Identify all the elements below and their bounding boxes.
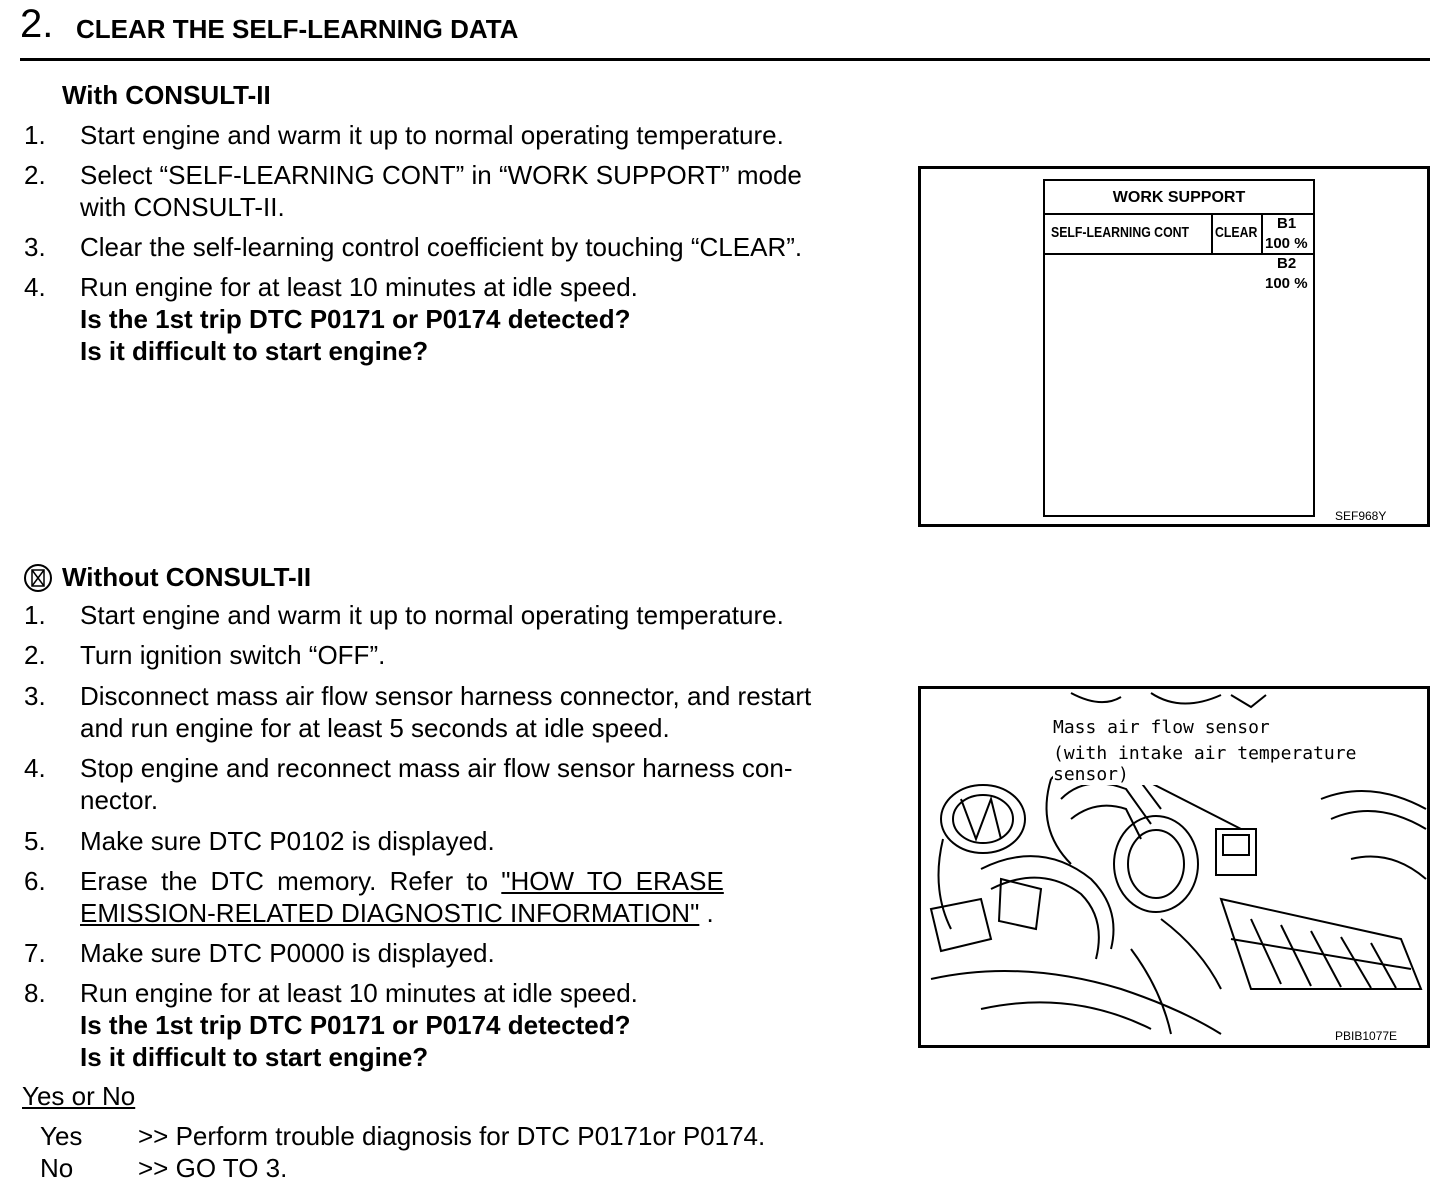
yes-label: Yes: [40, 1121, 83, 1151]
step-text: Turn ignition switch “OFF”.: [80, 640, 386, 670]
screen-frame: [1043, 179, 1315, 517]
no-consult-icon: [22, 562, 54, 594]
section-number: 2.: [20, 2, 54, 46]
erase-dtc-link-part1[interactable]: "HOW TO ERASE: [501, 866, 724, 896]
figure-code: PBIB1077E: [1335, 1029, 1398, 1043]
b2-value: 100 %: [1265, 275, 1308, 292]
b1-value: 100 %: [1265, 235, 1308, 252]
question-dtc: Is the 1st trip DTC P0171 or P0174 detected?: [80, 1010, 631, 1040]
step-text-line1: Select “SELF-LEARNING CONT” in “WORK SUPPORT” mode: [80, 160, 802, 190]
self-learning-cont-label: SELF-LEARNING CONT: [1051, 224, 1190, 241]
step-text: Start engine and warm it up to normal operating temperature.: [80, 120, 784, 150]
step-text-pre: Erase the DTC memory. Refer to: [80, 866, 502, 896]
yes-action: >> Perform trouble diagnosis for DTC P0171or P0174.: [138, 1121, 766, 1151]
mass-air-flow-sensor-figure: [918, 686, 1430, 1048]
with-consult-heading: With CONSULT-II: [62, 80, 271, 110]
step-text-line2: with CONSULT-II.: [80, 192, 285, 222]
section-title: CLEAR THE SELF-LEARNING DATA: [76, 14, 519, 44]
sensor-label-line2: (with intake air temperature sensor): [1053, 743, 1427, 785]
figure-code: SEF968Y: [1335, 509, 1387, 523]
sensor-label-line1: Mass air flow sensor: [1053, 717, 1270, 738]
step-text-line2: and run engine for at least 5 seconds at idle speed.: [80, 713, 670, 743]
step-text: Run engine for at least 10 minutes at idle speed.: [80, 272, 638, 302]
step-number: 5.: [24, 826, 46, 856]
step-text: Run engine for at least 10 minutes at idle speed.: [80, 978, 638, 1008]
step-number: 4.: [24, 753, 46, 783]
step-number: 2.: [24, 640, 46, 670]
erase-dtc-link-part2[interactable]: EMISSION-RELATED DIAGNOSTIC INFORMATION": [80, 898, 700, 928]
b2-label: B2: [1277, 255, 1297, 272]
step-text: Make sure DTC P0000 is displayed.: [80, 938, 495, 968]
step-text-line1: Stop engine and reconnect mass air flow sensor harness con-: [80, 753, 793, 783]
step-number: 6.: [24, 866, 46, 896]
question-start: Is it difficult to start engine?: [80, 336, 429, 366]
question-dtc: Is the 1st trip DTC P0171 or P0174 detected?: [80, 304, 631, 334]
step-text-line1: Disconnect mass air flow sensor harness connector, and restart: [80, 681, 812, 711]
b1-label: B1: [1277, 215, 1297, 232]
step-number: 1.: [24, 120, 46, 150]
clear-cell: [1213, 213, 1263, 253]
step-number: 8.: [24, 978, 46, 1008]
without-consult-heading: Without CONSULT-II: [62, 562, 312, 592]
step-text: Make sure DTC P0102 is displayed.: [80, 826, 495, 856]
title-rule: [20, 58, 1430, 61]
step-number: 3.: [24, 232, 46, 262]
yes-or-no-heading: Yes or No: [22, 1081, 136, 1111]
clear-button: CLEAR: [1215, 224, 1258, 241]
step-text-post: .: [699, 898, 714, 928]
step-number: 3.: [24, 681, 46, 711]
step-number: 1.: [24, 600, 46, 630]
no-label: No: [40, 1153, 74, 1183]
work-support-figure: [918, 166, 1430, 527]
step-text-line2: nector.: [80, 785, 159, 815]
question-start: Is it difficult to start engine?: [80, 1042, 429, 1072]
step-number: 7.: [24, 938, 46, 968]
step-number: 4.: [24, 272, 46, 302]
work-support-header: WORK SUPPORT: [1112, 189, 1246, 206]
step-text: Clear the self-learning control coefficient by touching “CLEAR”.: [80, 232, 803, 262]
step-text: Start engine and warm it up to normal operating temperature.: [80, 600, 784, 630]
no-action: >> GO TO 3.: [138, 1153, 288, 1183]
step-number: 2.: [24, 160, 46, 190]
